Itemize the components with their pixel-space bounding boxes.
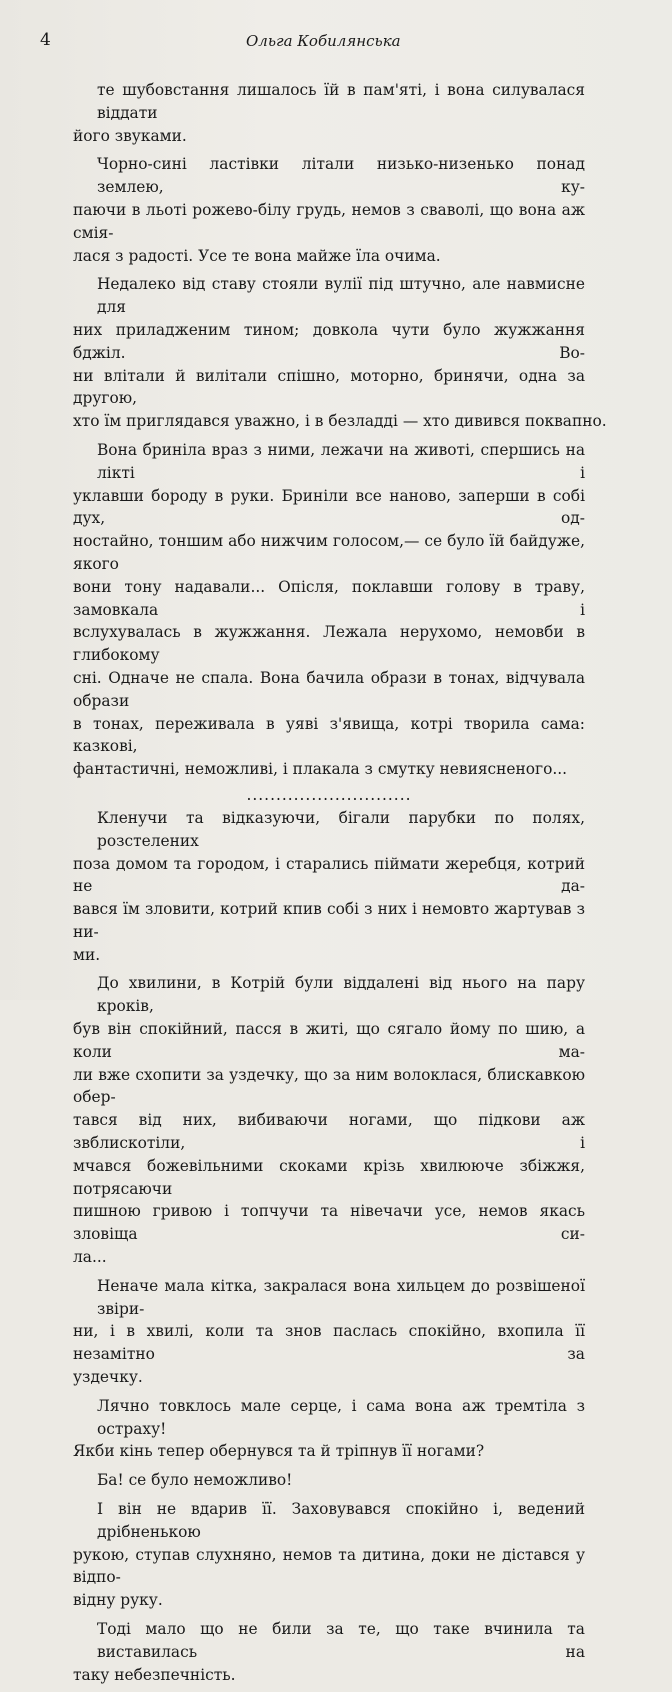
text-line: До хвилини, в Котрій були віддалені від нього на пару кроків, xyxy=(97,974,585,1016)
text-line: в тонах, переживала в уяві з'явища, котрі творила сама: казкові, xyxy=(73,714,585,756)
page-header xyxy=(0,30,672,54)
text-line: Лячно товклось мале серце, і сама вона аж тремтіла з остраху! xyxy=(97,1396,585,1438)
paragraph xyxy=(73,972,585,1268)
paragraph xyxy=(73,439,585,781)
text-line: мчався божевільними скоками крізь хвилююче збіжжя, потрясаючи xyxy=(73,1156,585,1198)
paragraph xyxy=(73,807,585,967)
text-line: ми. xyxy=(73,945,101,964)
paragraph xyxy=(73,1395,585,1463)
paragraph xyxy=(73,273,607,433)
text-line: те шубовстання лишалось їй в пам'яті, і вона силувалася віддати xyxy=(97,81,585,122)
text-line: Вона бриніла враз з ними, лежачи на животі, спершись на лікті і xyxy=(97,440,585,482)
text-line: його звуками. xyxy=(73,126,187,145)
text-line: вався їм зловити, котрий кпив собі з них і немовто жартував з ни- xyxy=(73,900,585,941)
text-line: вони тону надавали... Опісля, поклавши голову в траву, замовкала і xyxy=(73,577,585,619)
running-head: Ольга Кобилянська xyxy=(246,32,401,50)
page-body xyxy=(73,79,607,1692)
text-line: ни, і в хвилі, коли та знов паслась спокійно, вхопила її незамітно за xyxy=(73,1322,585,1364)
text-line: уклавши бороду в руки. Бриніли все наново, заперши в собі дух, од- xyxy=(73,486,585,528)
text-line: вслухувалась в жужжання. Лежала нерухомо, немовби в глибокому xyxy=(73,623,585,665)
text-line: Ба! се було неможливо! xyxy=(97,1471,293,1490)
paragraph xyxy=(73,1618,585,1686)
paragraph xyxy=(73,153,585,267)
text-line: пишною гривою і топчучи та нівечачи усе, немов якась зловіща си- xyxy=(73,1202,585,1244)
text-line: уздечку. xyxy=(73,1368,143,1387)
text-line: фантастичні, неможливі, і плакала з смутку невиясненого... xyxy=(73,760,568,779)
text-line: Недалеко від ставу стояли вулії під штучно, але навмисне для xyxy=(97,275,585,317)
text-line: ностайно, тоншим або нижчим голосом,— се було їй байдуже, якого xyxy=(73,532,585,573)
text-line: поза домом та городом, і старались піймати жеребця, котрий не да- xyxy=(73,854,585,896)
text-line: тався від них, вибиваючи ногами, що підкови аж звблискотіли, і xyxy=(73,1111,585,1153)
text-line: них приладженим тином; довкола чути було жужжання бджіл. Во- xyxy=(73,320,585,362)
text-line: хто їм приглядався уважно, і в безладді — хто дивився поквапно. xyxy=(73,412,607,431)
paragraph xyxy=(73,1275,585,1389)
text-line: Тоді мало що не били за те, що таке вчинила та виставилась на xyxy=(97,1620,585,1661)
text-line: таку небезпечність. xyxy=(73,1665,236,1684)
text-line: рукою, ступав слухняно, немов та дитина, доки не дістався у відпо- xyxy=(73,1545,585,1587)
text-line: ли вже схопити за уздечку, що за ним волоклася, блискавкою обер- xyxy=(73,1065,585,1107)
paragraph xyxy=(73,79,585,147)
text-line: ла... xyxy=(73,1248,107,1267)
text-line: сні. Одначе не спала. Вона бачила образи в тонах, відчувала образи xyxy=(73,668,585,710)
text-line: Неначе мала кітка, закралася вона хильцем до розвішеної звіри- xyxy=(97,1276,585,1318)
text-line: І він не вдарив її. Заховувався спокійно і, ведений дрібненькою xyxy=(97,1500,585,1541)
text-line: Якби кінь тепер обернувся та й тріпнув її ногами? xyxy=(73,1442,485,1461)
paragraph xyxy=(73,1469,585,1492)
paragraph xyxy=(73,1498,585,1612)
text-line: ни влітали й вилітали спішно, моторно, бринячи, одна за другою, xyxy=(73,366,585,408)
page-number: 4 xyxy=(40,30,51,50)
text-line: лася з радості. Усе те вона майже їла очима. xyxy=(73,246,441,265)
text-line: був він спокійний, пасся в житі, що сягало йому по шию, а коли ма- xyxy=(73,1020,585,1061)
text-line: Чорно-сині ластівки літали низько-низенько понад землею, ку- xyxy=(97,155,585,197)
text-line: паючи в льоті рожево-білу грудь, немов з сваволі, що вона аж смія- xyxy=(73,200,585,242)
text-line: відну руку. xyxy=(73,1591,163,1610)
text-line: Кленучи та відказуючи, бігали парубки по полях, розстелених xyxy=(97,808,585,850)
section-separator: ............................ xyxy=(246,785,412,804)
